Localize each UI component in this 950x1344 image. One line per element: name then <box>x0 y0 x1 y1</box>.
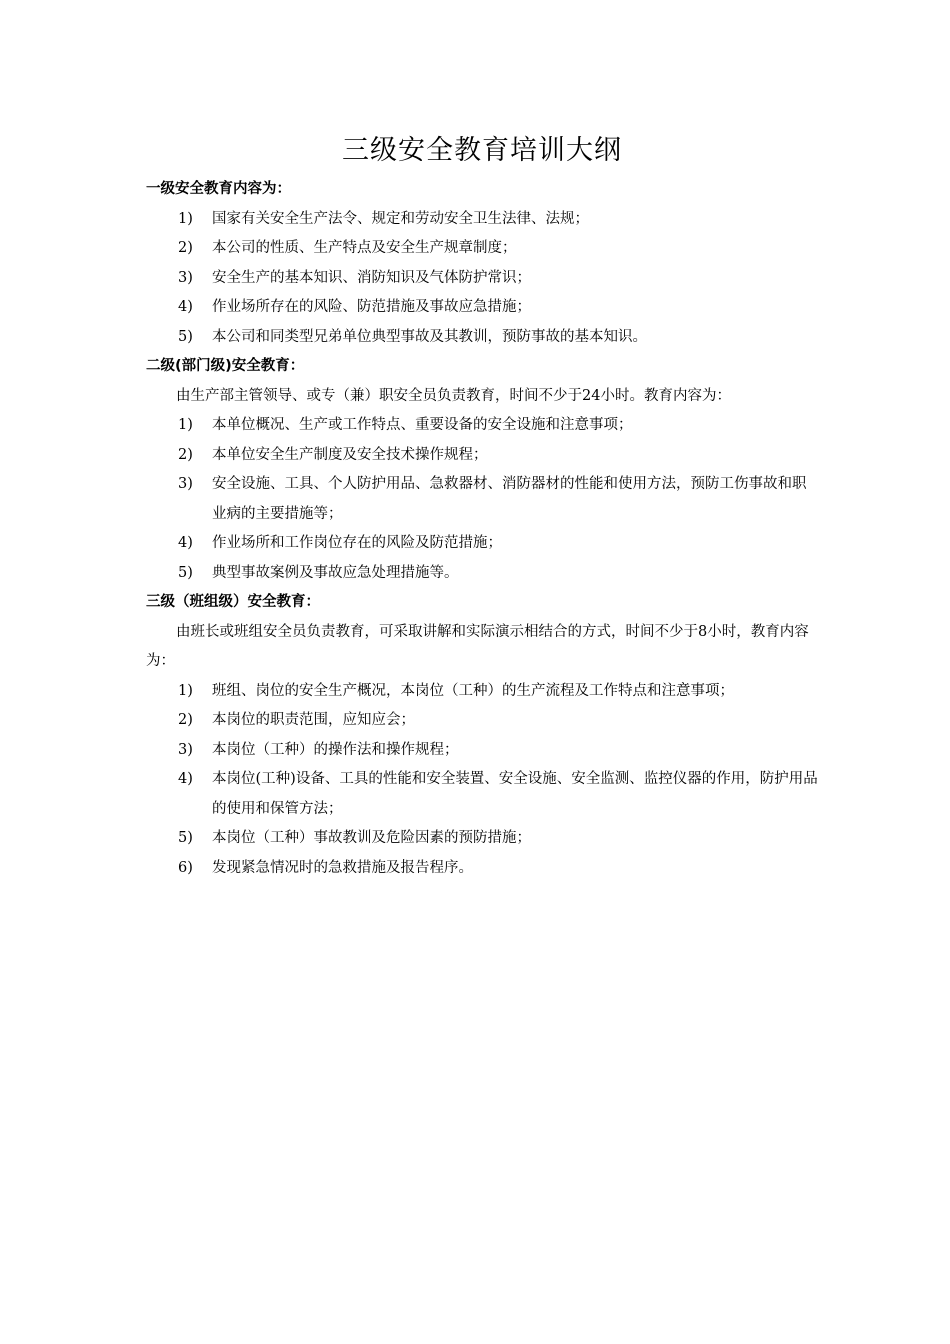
item-text: 本岗位（工种）的操作法和操作规程； <box>212 741 459 758</box>
item-text: 本单位概况、生产或工作特点、重要设备的安全设施和注意事项； <box>212 417 633 433</box>
list-item <box>146 293 818 323</box>
list-item <box>146 441 818 471</box>
list-item <box>146 706 818 736</box>
item-number: 2) <box>178 446 193 463</box>
item-text: 班组、岗位的安全生产概况，本岗位（工种）的生产流程及工作特点和注意事项； <box>212 682 734 699</box>
item-number: 1) <box>178 417 193 433</box>
section-1-list <box>146 205 818 353</box>
item-number: 6) <box>178 859 193 876</box>
list-item <box>146 234 818 264</box>
item-text: 本岗位的职责范围，应知应会； <box>212 712 415 728</box>
list-item <box>146 765 818 824</box>
item-number: 1) <box>178 210 193 227</box>
list-item <box>146 264 818 294</box>
list-item <box>146 323 818 353</box>
list-item <box>146 529 818 559</box>
list-item <box>146 824 818 854</box>
section-3-list <box>146 677 818 884</box>
item-number: 3) <box>178 269 193 286</box>
list-item <box>146 559 818 589</box>
list-item <box>146 854 818 884</box>
item-number: 4) <box>178 771 193 787</box>
section-2-list <box>146 411 818 588</box>
list-item <box>146 736 818 766</box>
section-2-heading: 二级(部门级)安全教育： <box>146 358 305 374</box>
item-text: 典型事故案例及事故应急处理措施等。 <box>212 564 459 581</box>
item-number: 3) <box>178 741 193 758</box>
item-text: 安全设施、工具、个人防护用品、急救器材、消防器材的性能和使用方法，预防工伤事故和职业病的主要措施等； <box>212 476 807 522</box>
item-number: 5) <box>178 328 193 345</box>
item-text: 本单位安全生产制度及安全技术操作规程； <box>212 446 488 463</box>
list-item <box>146 470 818 529</box>
item-text: 本岗位（工种）事故教训及危险因素的预防措施； <box>212 830 531 846</box>
document-title: 三级安全教育培训大纲 <box>342 135 622 166</box>
item-number: 2) <box>178 712 193 728</box>
item-text: 安全生产的基本知识、消防知识及气体防护常识； <box>212 269 531 286</box>
item-text: 本公司和同类型兄弟单位典型事故及其教训，预防事故的基本知识。 <box>212 328 647 345</box>
item-text: 国家有关安全生产法令、规定和劳动安全卫生法律、法规； <box>212 210 589 227</box>
list-item <box>146 411 818 441</box>
item-text: 作业场所和工作岗位存在的风险及防范措施； <box>212 535 502 551</box>
item-number: 1) <box>178 682 193 699</box>
item-number: 2) <box>178 240 193 256</box>
item-text: 作业场所存在的风险、防范措施及事故应急措施； <box>212 299 531 315</box>
item-number: 4) <box>178 535 193 551</box>
section-1-heading: 一级安全教育内容为： <box>146 181 291 197</box>
item-number: 3) <box>178 476 193 492</box>
item-text: 发现紧急情况时的急救措施及报告程序。 <box>212 859 473 876</box>
section-3-intro: 由班长或班组安全员负责教育，可采取讲解和实际演示相结合的方式，时间不少于8小时，教育内容为： <box>146 623 809 669</box>
section-2-intro: 由生产部主管领导、或专（兼）职安全员负责教育，时间不少于24小时。教育内容为： <box>176 387 731 404</box>
item-number: 4) <box>178 299 193 315</box>
item-text: 本公司的性质、生产特点及安全生产规章制度； <box>212 240 517 256</box>
item-text: 本岗位(工种)设备、工具的性能和安全装置、安全设施、安全监测、监控仪器的作用，防护用品的使用和保管方法； <box>212 771 818 817</box>
list-item <box>146 205 818 235</box>
item-number: 5) <box>178 830 193 846</box>
section-3-heading: 三级（班组级）安全教育： <box>146 594 320 610</box>
document-page <box>146 133 818 883</box>
item-number: 5) <box>178 564 193 581</box>
list-item <box>146 677 818 707</box>
